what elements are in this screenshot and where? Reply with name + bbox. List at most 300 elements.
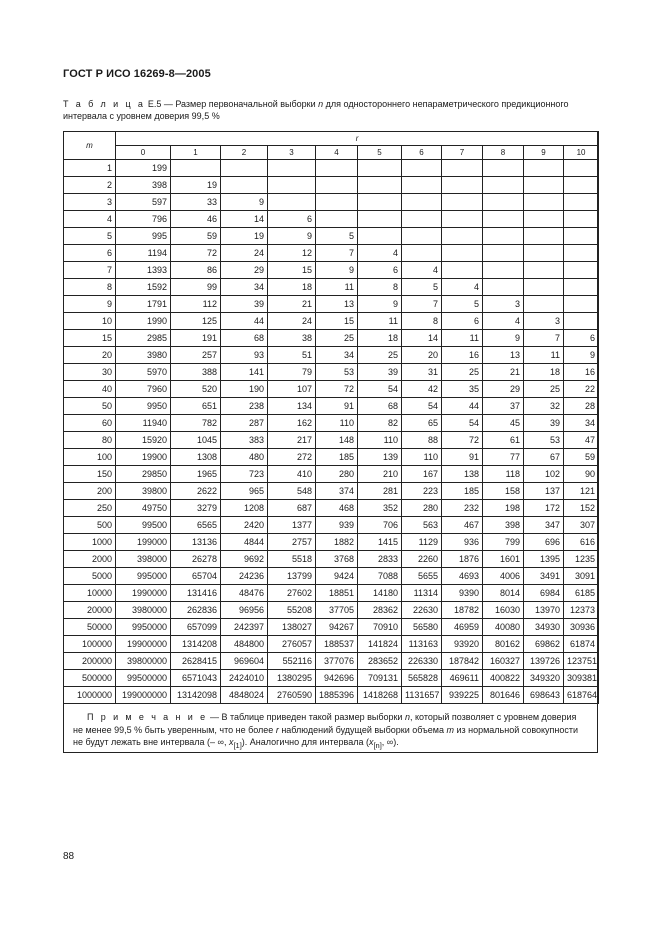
sample-size-cell: 995 (116, 228, 171, 245)
table-row (64, 347, 599, 364)
m-cell: 5000 (64, 568, 116, 585)
sample-size-cell: 34930 (524, 619, 564, 636)
sample-size-cell: 801646 (483, 687, 524, 704)
sample-size-cell: 5970 (116, 364, 171, 381)
sample-size-cell: 131416 (171, 585, 221, 602)
sample-size-cell: 25 (442, 364, 483, 381)
table-row (64, 653, 599, 670)
sample-size-cell: 39800000 (116, 653, 171, 670)
table-row (64, 449, 599, 466)
sample-size-cell: 283652 (358, 653, 402, 670)
sample-size-cell: 597 (116, 194, 171, 211)
sample-size-cell: 3 (524, 313, 564, 330)
m-column-header: m (64, 132, 116, 160)
sample-size-cell: 79 (268, 364, 316, 381)
sample-size-cell: 34 (564, 415, 599, 432)
sample-size-cell: 24236 (221, 568, 268, 585)
sample-size-cell: 723 (221, 466, 268, 483)
m-cell: 10 (64, 313, 116, 330)
sample-size-cell: 9 (564, 347, 599, 364)
sample-size-cell: 618764 (564, 687, 599, 704)
note-text-6: , ∞). (381, 737, 399, 747)
sample-size-cell: 33 (171, 194, 221, 211)
r-value-header: 0 (116, 146, 171, 160)
m-cell: 150 (64, 466, 116, 483)
sample-size-cell: 53 (524, 432, 564, 449)
sample-size-cell (524, 194, 564, 211)
sample-size-cell: 11 (358, 313, 402, 330)
sample-size-cell (442, 262, 483, 279)
sample-size-cell: 39 (358, 364, 402, 381)
sample-size-cell (483, 160, 524, 177)
sample-size-cell: 1131657 (402, 687, 442, 704)
r-value-header: 5 (358, 146, 402, 160)
sample-size-cell: 54 (402, 398, 442, 415)
sample-size-cell: 374 (316, 483, 358, 500)
sample-size-cell: 9 (268, 228, 316, 245)
sample-size-cell: 88 (402, 432, 442, 449)
sample-size-cell: 1308 (171, 449, 221, 466)
note-var-xn: x (368, 737, 374, 747)
m-cell: 100000 (64, 636, 116, 653)
m-cell: 1 (64, 160, 116, 177)
note-text-5: ). Аналогично для интервала ( (241, 737, 369, 747)
sample-size-cell: 34 (221, 279, 268, 296)
sample-size-cell: 148 (316, 432, 358, 449)
sample-size-cell: 6 (358, 262, 402, 279)
m-cell: 20 (64, 347, 116, 364)
m-cell: 250 (64, 500, 116, 517)
note-sub-1: [1] (233, 740, 242, 750)
sample-size-cell: 280 (402, 500, 442, 517)
sample-size-cell: 25 (524, 381, 564, 398)
sample-size-cell: 91 (442, 449, 483, 466)
m-cell: 60 (64, 415, 116, 432)
sample-size-cell (221, 177, 268, 194)
sample-size-cell: 563 (402, 517, 442, 534)
sample-size-cell: 698643 (524, 687, 564, 704)
sample-size-cell: 2628415 (171, 653, 221, 670)
sample-size-cell: 1208 (221, 500, 268, 517)
r-value-header: 10 (564, 146, 599, 160)
sample-size-cell: 467 (442, 517, 483, 534)
sample-size-cell: 9 (221, 194, 268, 211)
table-row (64, 177, 599, 194)
sample-size-cell: 1601 (483, 551, 524, 568)
note-text-1: — В таблице приведен такой размер выборки (207, 712, 405, 722)
table-row (64, 313, 599, 330)
sample-size-cell: 18851 (316, 585, 358, 602)
sample-size-cell (564, 262, 599, 279)
sample-size-cell (564, 194, 599, 211)
sample-size-cell: 40080 (483, 619, 524, 636)
sample-size-cell (442, 194, 483, 211)
sample-size-cell: 4006 (483, 568, 524, 585)
sample-size-cell (483, 279, 524, 296)
sample-size-cell: 696 (524, 534, 564, 551)
m-cell: 50 (64, 398, 116, 415)
sample-size-cell: 162 (268, 415, 316, 432)
sample-size-cell (316, 160, 358, 177)
sample-size-cell: 46959 (442, 619, 483, 636)
sample-size-cell: 1395 (524, 551, 564, 568)
sample-size-cell: 25 (316, 330, 358, 347)
sample-size-cell: 616 (564, 534, 599, 551)
sample-size-cell: 39800 (116, 483, 171, 500)
sample-size-cell: 995000 (116, 568, 171, 585)
sample-size-cell: 349320 (524, 670, 564, 687)
sample-size-cell: 14 (221, 211, 268, 228)
sample-size-cell (524, 228, 564, 245)
sample-size-cell: 13799 (268, 568, 316, 585)
sample-size-cell (524, 211, 564, 228)
sample-size-cell: 199000000 (116, 687, 171, 704)
sample-size-cell (564, 279, 599, 296)
table-row (64, 687, 599, 704)
sample-size-cell: 410 (268, 466, 316, 483)
sample-size-cell: 2833 (358, 551, 402, 568)
table-row (64, 228, 599, 245)
sample-size-cell: 15 (268, 262, 316, 279)
sample-size-cell: 28 (564, 398, 599, 415)
m-cell: 9 (64, 296, 116, 313)
sample-size-cell: 1235 (564, 551, 599, 568)
sample-size-cell: 199 (116, 160, 171, 177)
sample-size-cell: 709131 (358, 670, 402, 687)
m-cell: 7 (64, 262, 116, 279)
sample-size-cell: 20 (402, 347, 442, 364)
table-row (64, 296, 599, 313)
sample-size-cell: 187842 (442, 653, 483, 670)
sample-size-cell: 160327 (483, 653, 524, 670)
sample-size-cell: 4844 (221, 534, 268, 551)
sample-size-cell: 4848024 (221, 687, 268, 704)
sample-size-cell (524, 177, 564, 194)
sample-size-cell: 91 (316, 398, 358, 415)
sample-size-cell: 309381 (564, 670, 599, 687)
sample-size-cell: 113163 (402, 636, 442, 653)
sample-size-cell: 141 (221, 364, 268, 381)
sample-size-cell: 11 (442, 330, 483, 347)
sample-size-cell: 687 (268, 500, 316, 517)
sample-size-cell: 13136 (171, 534, 221, 551)
sample-size-cell: 93920 (442, 636, 483, 653)
sample-size-cell: 6 (564, 330, 599, 347)
table-row (64, 602, 599, 619)
sample-size-cell (442, 228, 483, 245)
sample-size-cell (221, 160, 268, 177)
m-cell: 40 (64, 381, 116, 398)
sample-size-cell: 6571043 (171, 670, 221, 687)
caption-text: Е.5 — Размер первоначальной выборки (145, 99, 319, 109)
sample-size-cell: 400822 (483, 670, 524, 687)
r-value-header: 2 (221, 146, 268, 160)
sample-size-cell: 110 (358, 432, 402, 449)
sample-size-cell: 1990000 (116, 585, 171, 602)
sample-size-cell: 68 (221, 330, 268, 347)
sample-size-cell: 238 (221, 398, 268, 415)
note-lead: П р и м е ч а н и е (87, 712, 208, 722)
r-value-header: 6 (402, 146, 442, 160)
sample-size-cell: 3 (483, 296, 524, 313)
sample-size-table (63, 131, 599, 704)
sample-size-cell (402, 228, 442, 245)
sample-size-cell: 280 (316, 466, 358, 483)
table-row (64, 517, 599, 534)
note-text-3: наблюдений будущей выборки объема (278, 724, 447, 735)
sample-size-cell (564, 313, 599, 330)
sample-size-cell: 59 (171, 228, 221, 245)
sample-size-cell: 565828 (402, 670, 442, 687)
sample-size-cell (564, 177, 599, 194)
sample-size-cell: 242397 (221, 619, 268, 636)
sample-size-cell: 198 (483, 500, 524, 517)
sample-size-cell: 138 (442, 466, 483, 483)
sample-size-cell (483, 211, 524, 228)
sample-size-cell: 68 (358, 398, 402, 415)
sample-size-cell: 4 (442, 279, 483, 296)
sample-size-cell: 2985 (116, 330, 171, 347)
sample-size-cell: 11 (316, 279, 358, 296)
sample-size-cell: 11 (524, 347, 564, 364)
sample-size-cell: 44 (442, 398, 483, 415)
sample-size-cell: 82 (358, 415, 402, 432)
sample-size-cell (524, 245, 564, 262)
sample-size-cell: 35 (442, 381, 483, 398)
table-row (64, 500, 599, 517)
note-text-4: из нормальной совокупности не будут лежать вне интервала (– ∞, (73, 724, 579, 747)
table-row (64, 330, 599, 347)
sample-size-cell: 72 (171, 245, 221, 262)
table-row (64, 364, 599, 381)
m-cell: 4 (64, 211, 116, 228)
sample-size-cell (358, 177, 402, 194)
sample-size-cell: 112 (171, 296, 221, 313)
sample-size-cell: 15920 (116, 432, 171, 449)
sample-size-cell: 48476 (221, 585, 268, 602)
sample-size-cell: 22 (564, 381, 599, 398)
sample-size-cell: 31 (402, 364, 442, 381)
sample-size-cell: 137 (524, 483, 564, 500)
document-header: ГОСТ Р ИСО 16269-8—2005 (63, 68, 211, 80)
sample-size-cell: 29 (483, 381, 524, 398)
table-row (64, 568, 599, 585)
sample-size-cell: 9390 (442, 585, 483, 602)
sample-size-cell: 8 (358, 279, 402, 296)
sample-size-cell: 29850 (116, 466, 171, 483)
sample-size-cell: 3279 (171, 500, 221, 517)
sample-size-cell: 134 (268, 398, 316, 415)
sample-size-cell: 93 (221, 347, 268, 364)
sample-size-cell: 69862 (524, 636, 564, 653)
sample-size-cell: 11940 (116, 415, 171, 432)
sample-size-cell: 1380295 (268, 670, 316, 687)
sample-size-cell: 347 (524, 517, 564, 534)
sample-size-cell: 5 (402, 279, 442, 296)
note-var-n: n (404, 712, 410, 722)
sample-size-cell: 34 (316, 347, 358, 364)
m-cell: 2000 (64, 551, 116, 568)
sample-size-cell: 139726 (524, 653, 564, 670)
m-cell: 50000 (64, 619, 116, 636)
sample-size-cell: 398 (116, 177, 171, 194)
sample-size-cell (524, 262, 564, 279)
caption-var-n: n (318, 99, 324, 109)
sample-size-cell: 287 (221, 415, 268, 432)
sample-size-cell: 26278 (171, 551, 221, 568)
sample-size-cell: 18782 (442, 602, 483, 619)
table-body (64, 160, 599, 704)
sample-size-cell: 9950 (116, 398, 171, 415)
sample-size-cell: 281 (358, 483, 402, 500)
sample-size-cell: 3768 (316, 551, 358, 568)
sample-size-cell: 13970 (524, 602, 564, 619)
sample-size-cell: 226330 (402, 653, 442, 670)
table-row (64, 534, 599, 551)
sample-size-cell: 96956 (221, 602, 268, 619)
sample-size-cell: 1393 (116, 262, 171, 279)
sample-size-cell: 484800 (221, 636, 268, 653)
sample-size-cell: 13142098 (171, 687, 221, 704)
sample-size-cell: 188537 (316, 636, 358, 653)
sample-size-cell: 141824 (358, 636, 402, 653)
sample-size-cell (316, 211, 358, 228)
sample-size-cell (442, 211, 483, 228)
sample-size-cell (268, 160, 316, 177)
sample-size-cell: 94267 (316, 619, 358, 636)
sample-size-cell: 12 (268, 245, 316, 262)
sample-size-cell: 2260 (402, 551, 442, 568)
m-cell: 1000 (64, 534, 116, 551)
sample-size-cell: 8 (402, 313, 442, 330)
sample-size-cell: 217 (268, 432, 316, 449)
sample-size-cell: 152 (564, 500, 599, 517)
sample-size-cell: 39 (524, 415, 564, 432)
sample-size-cell: 191 (171, 330, 221, 347)
sample-size-cell: 56580 (402, 619, 442, 636)
sample-size-cell: 276057 (268, 636, 316, 653)
r-value-header: 8 (483, 146, 524, 160)
sample-size-cell: 6565 (171, 517, 221, 534)
table-caption (63, 98, 603, 122)
sample-size-cell: 3091 (564, 568, 599, 585)
sample-size-cell (483, 177, 524, 194)
sample-size-cell: 969604 (221, 653, 268, 670)
sample-size-cell: 1045 (171, 432, 221, 449)
sample-size-cell: 70910 (358, 619, 402, 636)
sample-size-cell: 39 (221, 296, 268, 313)
table-row (64, 619, 599, 636)
table-row (64, 160, 599, 177)
sample-size-cell (564, 228, 599, 245)
sample-size-cell (442, 177, 483, 194)
sample-size-cell: 138027 (268, 619, 316, 636)
table-row (64, 551, 599, 568)
sample-size-cell: 9692 (221, 551, 268, 568)
sample-size-cell: 307 (564, 517, 599, 534)
sample-size-cell: 4693 (442, 568, 483, 585)
sample-size-cell: 782 (171, 415, 221, 432)
sample-size-cell: 3980000 (116, 602, 171, 619)
sample-size-cell: 32 (524, 398, 564, 415)
m-cell: 30 (64, 364, 116, 381)
sample-size-cell: 965 (221, 483, 268, 500)
sample-size-cell: 7 (524, 330, 564, 347)
sample-size-cell: 210 (358, 466, 402, 483)
sample-size-cell: 2757 (268, 534, 316, 551)
sample-size-cell: 9424 (316, 568, 358, 585)
m-cell: 8 (64, 279, 116, 296)
r-value-header: 7 (442, 146, 483, 160)
sample-size-cell: 1791 (116, 296, 171, 313)
page-number: 88 (63, 851, 75, 862)
sample-size-cell (483, 245, 524, 262)
sample-size-cell: 38 (268, 330, 316, 347)
sample-size-cell: 7088 (358, 568, 402, 585)
sample-size-cell: 19 (221, 228, 268, 245)
note-var-r: r (275, 724, 279, 735)
sample-size-cell: 49750 (116, 500, 171, 517)
table-note (73, 711, 588, 752)
sample-size-cell: 199000 (116, 534, 171, 551)
sample-size-cell (402, 245, 442, 262)
table-row (64, 585, 599, 602)
sample-size-cell: 21 (483, 364, 524, 381)
sample-size-cell: 110 (402, 449, 442, 466)
m-cell: 1000000 (64, 687, 116, 704)
r-value-header: 9 (524, 146, 564, 160)
sample-size-cell: 262836 (171, 602, 221, 619)
sample-size-cell (402, 160, 442, 177)
sample-size-cell: 46 (171, 211, 221, 228)
sample-size-cell: 4 (358, 245, 402, 262)
sample-size-cell (402, 194, 442, 211)
table-row (64, 432, 599, 449)
sample-size-cell: 548 (268, 483, 316, 500)
r-column-header: r (116, 132, 599, 146)
sample-size-cell (358, 160, 402, 177)
sample-size-cell: 799 (483, 534, 524, 551)
sample-size-cell: 468 (316, 500, 358, 517)
sample-size-cell: 72 (316, 381, 358, 398)
sample-size-cell: 54 (442, 415, 483, 432)
sample-size-cell: 123751 (564, 653, 599, 670)
r-values-row (64, 146, 599, 160)
sample-size-cell: 1882 (316, 534, 358, 551)
table-row (64, 245, 599, 262)
sample-size-cell (358, 211, 402, 228)
sample-size-cell: 383 (221, 432, 268, 449)
sample-size-cell: 107 (268, 381, 316, 398)
table-row (64, 670, 599, 687)
m-cell: 100 (64, 449, 116, 466)
sample-size-cell: 125 (171, 313, 221, 330)
sample-size-cell: 19900000 (116, 636, 171, 653)
sample-size-cell: 936 (442, 534, 483, 551)
sample-size-cell (564, 296, 599, 313)
sample-size-cell: 1592 (116, 279, 171, 296)
m-cell: 10000 (64, 585, 116, 602)
sample-size-cell (442, 160, 483, 177)
sample-size-cell: 2424010 (221, 670, 268, 687)
caption-label: Т а б л и ц а (63, 99, 146, 109)
sample-size-cell: 398 (483, 517, 524, 534)
sample-size-cell: 25 (358, 347, 402, 364)
sample-size-cell: 1885396 (316, 687, 358, 704)
sample-size-cell: 1314208 (171, 636, 221, 653)
sample-size-cell: 121 (564, 483, 599, 500)
sample-size-cell: 469611 (442, 670, 483, 687)
